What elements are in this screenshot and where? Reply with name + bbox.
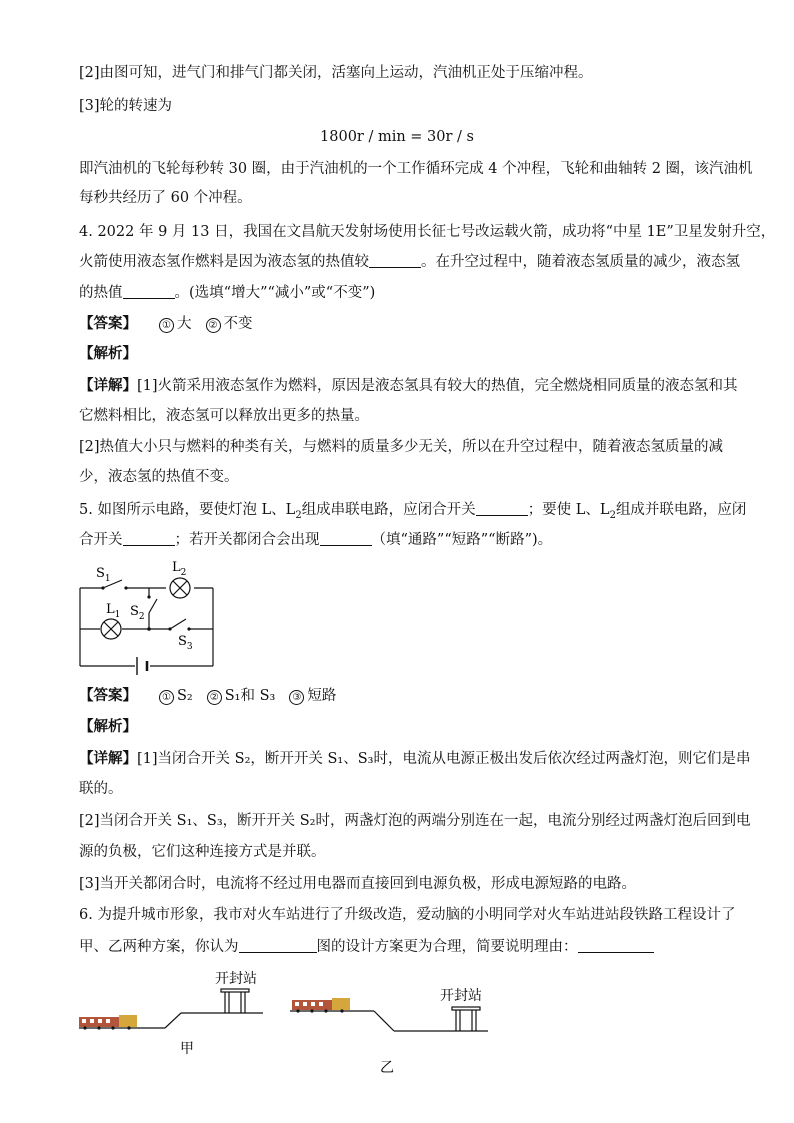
label-l1: $L_1$ [106,602,121,620]
detail-line: [3]当开关都闭合时，电流将不经过用电器而直接回到电源负极，形成电源短路的电路。 [79,876,637,892]
analysis-tag: 【解析】 [79,718,137,735]
answer-blank[interactable] [320,531,372,546]
answer-tag: 【答案】 [79,315,137,332]
question-6-line: 6. 为提升城市形象，我市对火车站进行了升级改造，爱动脑的小明同学对火车站进站段铁路工程设计了 [79,907,736,923]
answer-blank[interactable] [239,938,317,953]
text-line: [3]轮的转速为 [79,98,173,114]
detail-line: 【详解】[1]当闭合开关 S₂，断开开关 S₁、S₃时，电流从电源正极出发后依次经过两盏灯泡，则它们是串 [79,750,751,767]
detail-line: 源的负极，它们这种连接方式是并联。 [79,844,326,860]
label-s1: $S_1$ [96,566,111,584]
circled-number: ① [159,690,174,705]
label-l2: $L_2$ [172,560,187,578]
question-6-line: 甲、乙两种方案，你认为 图的设计方案更为合理，简要说明理由： [79,937,734,957]
detail-line: 联的。 [79,781,123,797]
question-5-line: 5. 如图所示电路，要使灯泡 L、$L_2$组成串联电路，应闭合开关 ；要使 L、$L_2$组成并联电路，应闭 [79,502,747,521]
answer-blank[interactable] [578,938,654,953]
detail-line: 【详解】[1]火箭采用液态氢作为燃料，原因是液态氢具有较大的热值，完全燃烧相同质量的液态氢和其 [79,377,738,394]
detail-line: 它燃料相比，液态氢可以释放出更多的热量。 [79,408,369,424]
question-4-line: 火箭使用液态氢作燃料是因为液态氢的热值较 。在升空过程中，随着液态氢质量的减少，液态氢 [79,254,740,270]
circuit-diagram [70,555,230,675]
text-line: 每秒共经历了 60 个冲程。 [79,190,252,206]
scheme-label-jia: 甲 [180,1041,194,1057]
question-4-line: 的热值 。(选填“增大”“减小”或“不变”) [79,285,376,301]
circled-number: ③ [289,690,304,705]
analysis-tag: 【解析】 [79,345,137,362]
text-line: 即汽油机的飞轮每秒转 30 圈，由于汽油机的一个工作循环完成 4 个冲程，飞轮和曲轴转 2 圈，该汽油机 [79,161,753,177]
question-5-line: 合开关 ；若开关都闭合会出现 （填“通路”“短路”“断路”)。 [79,532,553,548]
answer-blank[interactable] [476,501,528,516]
formula: 1800r / min = 30r / s [320,129,474,145]
circled-number: ② [206,318,221,333]
label-s2: $S_2$ [130,604,145,622]
scheme-label-yi: 乙 [380,1060,394,1076]
circled-number: ① [159,318,174,333]
answer-tag: 【答案】 [79,687,137,704]
detail-tag: 【详解】 [79,750,137,767]
station-label-jia: 开封站 [215,971,257,987]
detail-line: 少，液态氢的热值不变。 [79,469,239,485]
answer-blank[interactable] [123,531,175,546]
detail-tag: 【详解】 [79,377,137,394]
detail-line: [2]当闭合开关 S₁、S₃，断开开关 S₂时，两盏灯泡的两端分别连在一起，电流分别经过两盏灯泡后回到电 [79,813,751,829]
answer-line: 【答案】 ① S₂ ② S₁和 S₃ ③ 短路 [79,687,337,704]
station-label-yi: 开封站 [440,988,482,1004]
track-diagram-jia [75,965,275,1060]
circled-number: ② [207,690,222,705]
answer-line: 【答案】 ① 大 ② 不变 [79,315,253,332]
track-diagram-yi [288,978,498,1078]
label-s3: $S_3$ [178,634,193,652]
question-4-line: 4. 2022 年 9 月 13 日，我国在文昌航天发射场使用长征七号改运载火箭，成功将“中星 1E”卫星发射升空， [79,224,776,240]
text-line: [2]由图可知，进气门和排气门都关闭，活塞向上运动，汽油机正处于压缩冲程。 [79,65,593,81]
answer-blank[interactable] [369,253,421,268]
answer-blank[interactable] [123,284,175,299]
detail-line: [2]热值大小只与燃料的种类有关，与燃料的质量多少无关，所以在升空过程中，随着液态氢质量的减 [79,439,724,455]
